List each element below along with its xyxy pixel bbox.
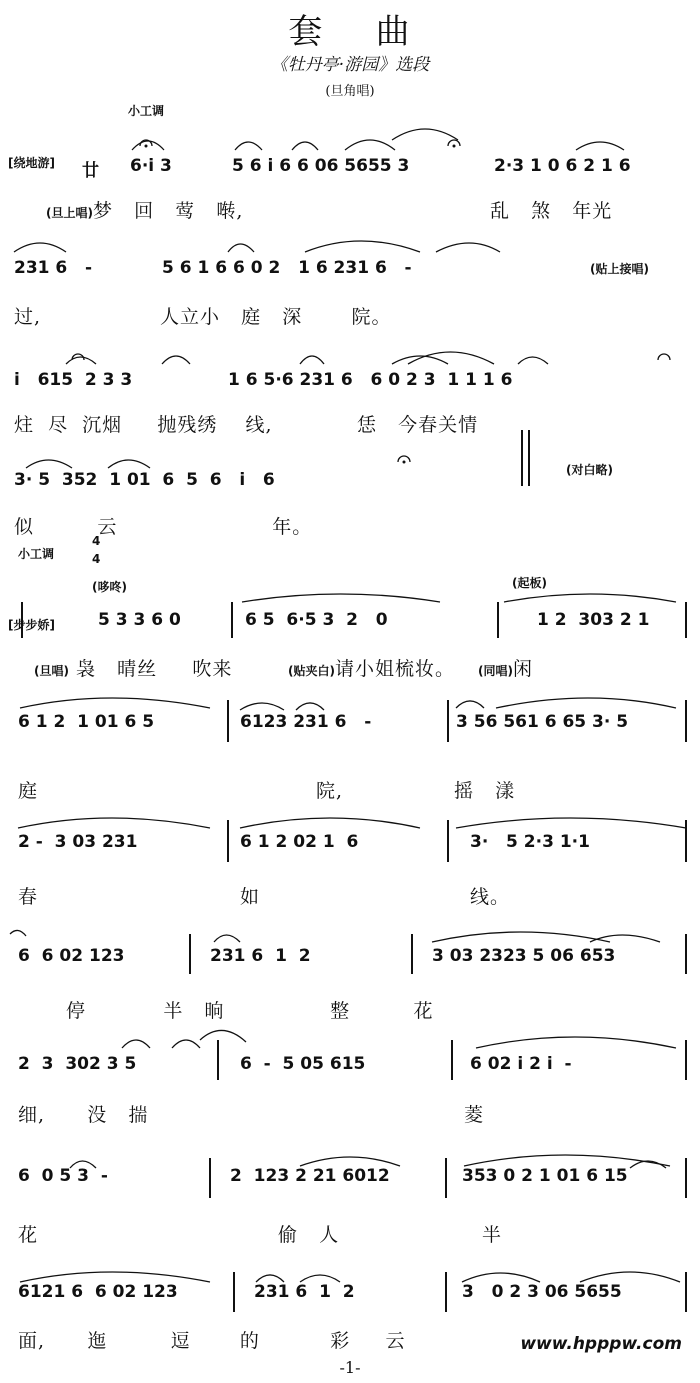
slur [496, 698, 676, 708]
slur [576, 142, 624, 150]
slur [242, 594, 440, 602]
slur [462, 1273, 540, 1282]
lyric-text: 闲 [512, 658, 533, 680]
slur [300, 1157, 400, 1166]
notation-segment: 6 1 2 1 01 6 5 [18, 712, 155, 732]
fermata-dot [453, 145, 456, 148]
time-signature-bottom: 4 [92, 552, 101, 566]
notation-segment: 2·3 1 0 6 2 1 6 [494, 156, 631, 176]
tune-name-label-2: [步步娇] [8, 618, 55, 632]
notation-segment: 廿 [82, 161, 99, 181]
performer-cue: (贴上接唱) [590, 262, 649, 276]
slur [456, 818, 686, 828]
slur [172, 1040, 200, 1048]
notation-segment: 3· 5 352 1 01 6 5 6 i 6 [14, 470, 275, 490]
lyric-text: 袅 晴丝 吹来 [68, 658, 233, 680]
slur [345, 140, 395, 150]
lyric-text: 花 [18, 1224, 39, 1246]
slur [108, 460, 150, 468]
tempo-label: (起板) [512, 576, 547, 590]
slur [590, 935, 660, 942]
notation-segment: 353 0 2 1 01 6 15 [462, 1166, 628, 1186]
slur [132, 141, 164, 150]
slur [162, 356, 190, 364]
notation-segment: 2 123 2 21 6012 [230, 1166, 390, 1186]
slur [256, 1275, 284, 1282]
slur [408, 352, 494, 364]
slur [20, 1272, 210, 1282]
notation-segment: 5 6 1 6 6 0 2 1 6 231 6 - [162, 258, 412, 278]
notation-segment: 5 6 i 6 6 06 5655 3 [232, 156, 410, 176]
notation-segment: 6 02 i 2 i - [470, 1054, 572, 1074]
slur [456, 701, 484, 708]
notation-segment: 1 2 303 2 1 [537, 610, 650, 630]
notation-segment: 231 6 1 2 [210, 946, 311, 966]
lyric-text: 庭 [18, 780, 39, 802]
tune-name-label: [绕地游] [8, 156, 55, 170]
lyric-text: 线。 [470, 886, 511, 908]
lyric-text: 过, [14, 306, 42, 328]
notation-segment: 6·i 3 [130, 156, 172, 176]
notation-segment: 6 - 5 05 615 [240, 1054, 366, 1074]
key-signature-label: 小工调 [128, 104, 165, 118]
aside-label: (对白略) [566, 463, 613, 477]
lyric-text: 半 [482, 1224, 503, 1246]
slur [14, 243, 66, 252]
notation-segment: 6 0 5 3 - [18, 1166, 108, 1186]
slur [464, 1155, 670, 1166]
notation-segment: 231 6 - [14, 258, 93, 278]
lyric-text: 炷 尽 沉烟 抛残绣 线, 恁 今春关情 [14, 414, 479, 436]
slur [200, 1030, 246, 1042]
notation-segment: 231 6 1 2 [254, 1282, 355, 1302]
slur [292, 142, 318, 150]
slur [10, 930, 26, 936]
slur [504, 594, 676, 602]
slur [240, 818, 420, 828]
lyric-text: 请小姐梳妆。 [334, 658, 455, 680]
slur [305, 241, 420, 252]
singer-cue: (同唱) [478, 664, 513, 678]
slur [518, 357, 548, 364]
fermata-dot [403, 461, 406, 464]
time-signature-top: 4 [92, 534, 101, 548]
lyric-text: 似 云 年。 [14, 516, 313, 538]
slur [26, 460, 72, 468]
slur [296, 703, 324, 710]
notation-segment: 5 3 3 6 0 [98, 610, 181, 630]
fermata [658, 354, 670, 360]
slur [70, 1161, 96, 1168]
slur [20, 698, 210, 708]
score-subtitle: 《牡丹亭·游园》选段 [270, 55, 430, 75]
singer-cue: (旦上唱) [46, 206, 93, 220]
notation-segment: 1 6 5·6 231 6 6 0 2 3 1 1 1 6 [228, 370, 513, 390]
lyric-text: 乱 煞 年光 [490, 200, 613, 222]
notation-segment: 6123 231 6 - [240, 712, 372, 732]
fermata-dot [145, 145, 148, 148]
notation-segment: 3 56 561 6 65 3· 5 [456, 712, 629, 732]
notation-segment: 2 - 3 03 231 [18, 832, 138, 852]
lyric-text: 梦 回 莺 啭, [92, 200, 244, 222]
notation-segment: 2 3 302 3 5 [18, 1054, 137, 1074]
singer-cue: (贴夹白) [288, 664, 335, 678]
slur [432, 932, 610, 942]
slur [228, 244, 254, 252]
slur [18, 818, 210, 828]
page-number: -1- [339, 1358, 361, 1377]
slur [122, 1040, 150, 1048]
lyric-text: 细, 没 揣 [18, 1104, 149, 1126]
slur [300, 356, 324, 364]
lyric-text: 摇 漾 [454, 780, 516, 802]
role-note: (旦角唱) [325, 84, 375, 99]
slur [240, 703, 284, 710]
slur [476, 1037, 676, 1048]
lyric-text: 停 半 晌 整 花 [66, 1000, 434, 1022]
lyric-text: 如 [240, 886, 261, 908]
slur [392, 356, 448, 364]
slur [436, 243, 500, 252]
notation-segment: 6121 6 6 02 123 [18, 1282, 178, 1302]
notation-segment: 6 5 6·5 3 2 0 [245, 610, 388, 630]
notation-segment: i 615 2 3 3 [14, 370, 133, 390]
singer-cue: (旦唱) [34, 664, 69, 678]
lyric-text: 春 [18, 886, 39, 908]
lyric-text: 人立小 庭 深 院。 [160, 306, 392, 328]
lyric-text: 院, [316, 780, 344, 802]
notation-segment: 6 6 02 123 [18, 946, 125, 966]
slur [580, 1272, 680, 1282]
lyric-text: 菱 [464, 1104, 485, 1126]
notation-segment: 6 1 2 02 1 6 [240, 832, 359, 852]
lyric-text: 偷 人 [278, 1224, 340, 1246]
slur [214, 935, 240, 942]
key-signature-label-2: 小工调 [18, 547, 55, 561]
notation-segment: 3 03 2323 5 06 653 [432, 946, 616, 966]
interjection-label: (哆咚) [92, 580, 127, 594]
score-title: 套 曲 [288, 12, 412, 52]
notation-segment: 3 0 2 3 06 5655 [462, 1282, 622, 1302]
slur [392, 129, 458, 140]
lyric-text: 面, 迤 逗 的 彩 云 [18, 1330, 406, 1352]
notation-segment: 3· 5 2·3 1·1 [470, 832, 590, 852]
watermark: www.hpppw.com [520, 1334, 682, 1354]
slur [66, 357, 96, 364]
slur [235, 142, 262, 150]
slur [300, 1275, 340, 1282]
